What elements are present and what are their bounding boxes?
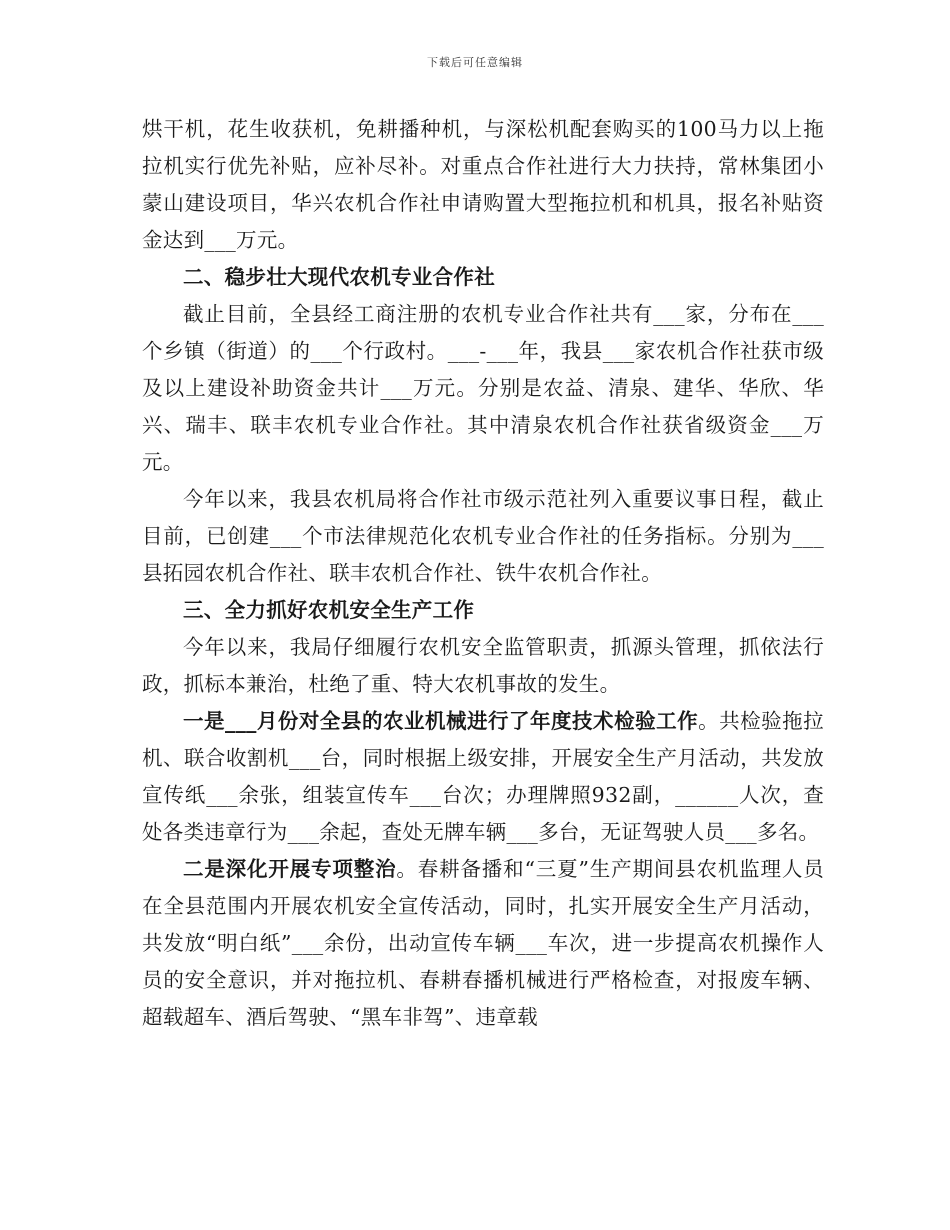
lead-rectification: 二是深化开展专项整治 [183, 857, 397, 881]
paragraph-inspection [142, 703, 824, 851]
body-rectification: 。春耕备播和“三夏”生产期间县农机监理人员在全县范围内开展农机安全宣传活动，同时，扎实开展安全生产月活动，共发放“明白纸”___余份，出动宣传车辆___车次，进一步提高农机操作人员的安全意识，并对拖拉机、春耕春播机械进行严格检查，对报废车辆、超载超车、酒后驾驶、“黑车非驾”、违章载 [142, 857, 825, 1029]
paragraph-rectification [142, 851, 824, 1036]
lead-inspection: 一是___月份对全县的农业机械进行了年度技术检验工作 [183, 709, 699, 733]
section-heading-safety: 三、全力抓好农机安全生产工作 [183, 598, 475, 622]
paragraph-demonstration: 今年以来，我县农机局将合作社市级示范社列入重要议事日程，截止目前，已创建___个市法律规范化农机专业合作社的任务指标。分别为___县拓园农机合作社、联丰农机合作社、铁牛农机合作社。 [142, 487, 824, 585]
paragraph-subsidy: 烘干机，花生收获机，免耕播种机，与深松机配套购买的100马力以上拖拉机实行优先补贴，应补尽补。对重点合作社进行大力扶持，常林集团小蒙山建设项目，华兴农机合作社申请购置大型拖拉机和机具，报名补贴资金达到___万元。 [142, 117, 824, 252]
section-heading-cooperatives: 二、稳步壮大现代农机专业合作社 [183, 265, 495, 289]
body-inspection: 。共检验拖拉机、联合收割机___台，同时根据上级安排，开展安全生产月活动，共发放宣传纸___余张，组装宣传车___台次；办理牌照932副，______人次，查处各类违章行为___余起，查处无牌车辆___多台，无证驾驶人员___多名。 [142, 709, 824, 844]
paragraph-cooperatives-count: 截止目前，全县经工商注册的农机专业合作社共有___家，分布在___个乡镇（街道）的___个行政村。___-___年，我县___家农机合作社获市级及以上建设补助资金共计___万元。分别是农益、清泉、建华、华欣、华兴、瑞丰、联丰农机专业合作社。其中清泉农机合作社获省级资金___万元。 [142, 302, 824, 474]
paragraph-safety-intro: 今年以来，我局仔细履行农机安全监管职责，抓源头管理，抓依法行政，抓标本兼治，杜绝了重、特大农机事故的发生。 [142, 635, 824, 696]
document-body [142, 111, 824, 1036]
page-header: 下载后可任意编辑 [427, 56, 523, 69]
